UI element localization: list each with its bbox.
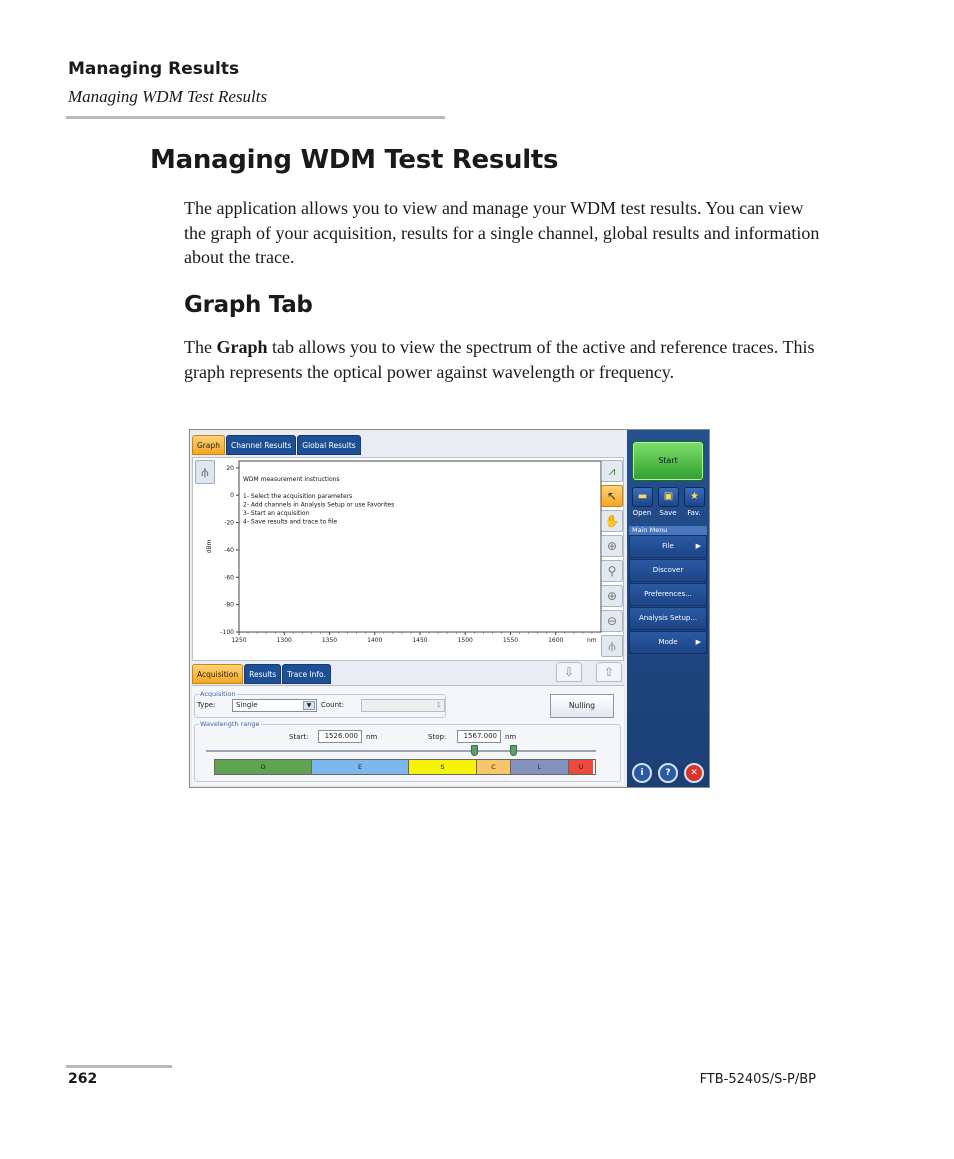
pan-hand-icon[interactable]: ✋	[601, 510, 623, 532]
running-header-subsection: Managing WDM Test Results	[68, 87, 268, 106]
info-icon[interactable]: i	[632, 763, 652, 783]
instruction-line: 3- Start an acquisition	[243, 510, 310, 517]
menu-item-discover[interactable]: Discover	[629, 559, 707, 582]
acquisition-group-label: Acquisition	[200, 690, 236, 698]
stop-wavelength-input[interactable]: 1567.000	[457, 730, 501, 743]
band-c: C	[477, 760, 511, 774]
tab-channel-results[interactable]: Channel Results	[226, 435, 296, 455]
pointer-icon[interactable]: ↖	[601, 485, 623, 507]
application-screenshot	[189, 429, 710, 788]
x-tick-label: 1550	[502, 637, 519, 644]
x-tick-label: 1350	[321, 637, 338, 644]
acquisition-group	[194, 690, 446, 718]
menu-item-analysis-setup[interactable]: Analysis Setup...	[629, 607, 707, 630]
y-tick-label: -60	[224, 574, 234, 582]
auto-scale-icon[interactable]: ⩘	[601, 460, 623, 482]
y-tick-label: -80	[224, 601, 234, 609]
start-unit: nm	[366, 733, 378, 741]
y-axis-label: dBm	[206, 539, 213, 554]
header-rule	[66, 116, 445, 119]
x-tick-label: 1500	[457, 637, 473, 644]
instruction-line: 1- Select the acquisition parameters	[243, 493, 353, 500]
product-model: FTB-5240S/S-P/BP	[699, 1072, 816, 1087]
chevron-down-icon: ▼	[303, 701, 315, 710]
stop-label: Stop:	[428, 733, 447, 741]
right-main-panel	[627, 430, 709, 787]
close-icon[interactable]: ✕	[684, 763, 704, 783]
instructions-title: WDM measurement instructions	[243, 476, 340, 483]
wavelength-slider-track	[206, 750, 596, 752]
menu-item-mode[interactable]: Mode ▶	[629, 631, 707, 654]
favorite-star-icon[interactable]: ★	[684, 487, 705, 507]
x-tick-label: 1600	[548, 637, 564, 644]
type-select[interactable]: Single ▼	[232, 699, 317, 712]
help-icon[interactable]: ?	[658, 763, 678, 783]
main-menu-title: Main Menu	[629, 526, 707, 535]
x-tick-label: 1250	[231, 637, 247, 644]
y-tick-label: -100	[220, 629, 234, 636]
x-axis-label: nm	[587, 637, 597, 644]
wavelength-range-label: Wavelength range	[200, 720, 260, 728]
y-tick-label: -40	[224, 546, 234, 554]
type-label: Type:	[197, 701, 216, 709]
save-label: Save	[659, 509, 677, 517]
open-folder-icon[interactable]: ▬	[632, 487, 653, 507]
submenu-arrow-icon: ▶	[695, 542, 701, 550]
running-header-section: Managing Results	[68, 59, 240, 79]
main-area	[190, 430, 627, 787]
open-label: Open	[632, 509, 652, 517]
x-tick-label: 1300	[276, 637, 292, 644]
graph-tab-paragraph: The Graph tab allows you to view the spectrum of the active and reference traces. This graph represents the optical power against wavelength or frequency.	[184, 337, 815, 382]
x-tick-label: 1400	[367, 637, 383, 644]
spectrum-chart	[193, 458, 625, 662]
expand-up-icon[interactable]: ⇧	[596, 662, 622, 682]
graph-tab-heading: Graph Tab	[184, 292, 313, 318]
tab-global-results[interactable]: Global Results	[297, 435, 360, 455]
start-label: Start:	[289, 733, 309, 741]
instruction-line: 2- Add channels in Analysis Setup or use Favorites	[243, 501, 395, 509]
menu-item-file[interactable]: File ▶	[629, 535, 707, 558]
y-tick-label: -20	[224, 519, 234, 527]
band-o: O	[215, 760, 312, 774]
band-l: L	[511, 760, 569, 774]
markers-toggle-icon[interactable]: ⫛	[601, 635, 623, 657]
start-button[interactable]: Start	[632, 441, 704, 481]
page-number: 262	[68, 1071, 98, 1087]
band-u: U	[569, 760, 593, 774]
save-disk-icon[interactable]: ▣	[658, 487, 679, 507]
favorites-label: Fav.	[687, 509, 701, 517]
count-field[interactable]: 1	[361, 699, 445, 712]
menu-item-preferences[interactable]: Preferences...	[629, 583, 707, 606]
zoom-out-icon[interactable]: ⊖	[601, 610, 623, 632]
graph-panel	[192, 457, 624, 661]
zoom-fit-icon[interactable]: ⚲	[601, 560, 623, 582]
submenu-arrow-icon: ▶	[695, 638, 701, 646]
y-tick-label: 0	[230, 492, 234, 500]
acquisition-panel	[192, 685, 624, 785]
stop-unit: nm	[505, 733, 517, 741]
tab-acquisition[interactable]: Acquisition	[192, 664, 243, 684]
collapse-down-icon[interactable]: ⇩	[556, 662, 582, 682]
y-tick-label: 20	[226, 464, 234, 472]
start-wavelength-input[interactable]: 1526.000	[318, 730, 362, 743]
band-e: E	[312, 760, 409, 774]
zoom-in-icon[interactable]: ⊕	[601, 585, 623, 607]
instruction-line: 4- Save results and trace to file	[243, 518, 338, 526]
band-s: S	[409, 760, 477, 774]
start-slider-handle[interactable]	[471, 745, 478, 756]
tab-graph[interactable]: Graph	[192, 435, 225, 455]
tab-trace-info[interactable]: Trace Info.	[282, 664, 331, 684]
band-bar	[214, 759, 596, 775]
nulling-button[interactable]: Nulling	[550, 694, 614, 718]
tab-results[interactable]: Results	[244, 664, 281, 684]
count-label: Count:	[321, 701, 345, 709]
zoom-area-icon[interactable]: ⊕	[601, 535, 623, 557]
page-title: Managing WDM Test Results	[150, 145, 559, 175]
top-tab-bar	[192, 435, 362, 455]
intro-paragraph: The application allows you to view and manage your WDM test results. You can view the graph of your acquisition, results for a single channel, global results and information about the trace.	[184, 198, 820, 267]
footer-rule	[66, 1065, 172, 1068]
plot-area	[239, 461, 601, 632]
marker-icon[interactable]: ⫛	[195, 460, 215, 484]
bottom-tab-bar	[192, 664, 332, 684]
stop-slider-handle[interactable]	[510, 745, 517, 756]
x-tick-label: 1450	[412, 637, 428, 644]
